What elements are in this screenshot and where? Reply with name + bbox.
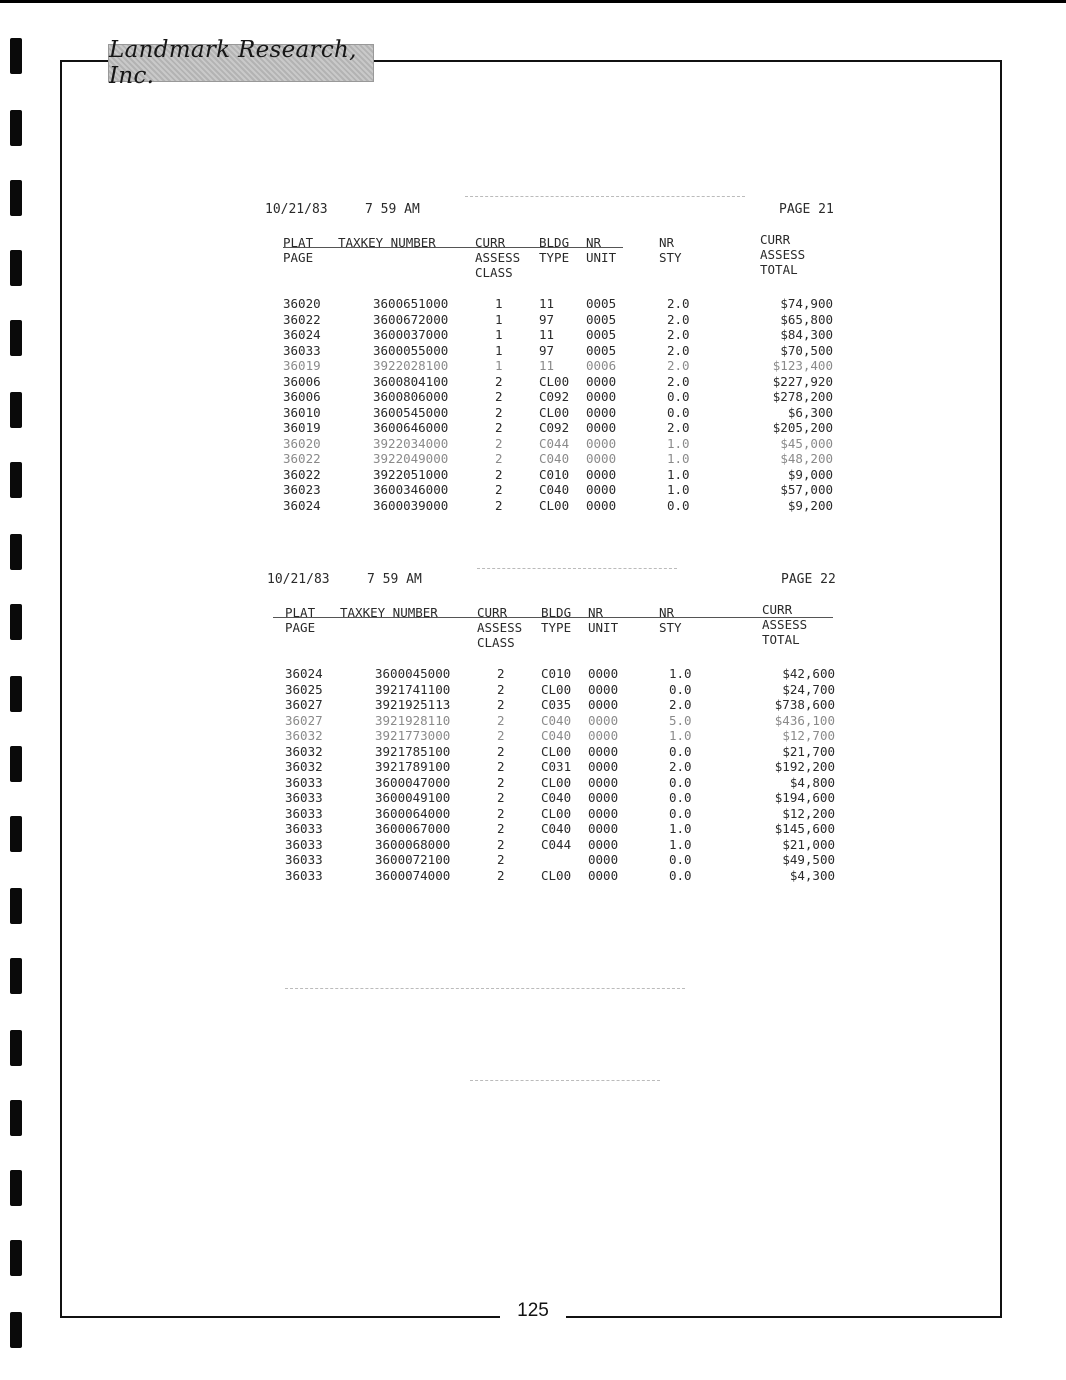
cell-unit: 0000 bbox=[588, 697, 619, 712]
cell-plat: 36032 bbox=[285, 728, 323, 743]
col-plat-page: PLAT PAGE bbox=[285, 605, 316, 635]
cell-cls: 1 bbox=[495, 311, 503, 327]
cell-unit: 0000 bbox=[586, 451, 617, 466]
cell-total: $192,200 bbox=[774, 759, 835, 774]
cell-sty: 1.0 bbox=[667, 466, 690, 482]
cell-bldg: CL00 bbox=[539, 497, 570, 513]
report-date: 10/21/83 bbox=[267, 572, 330, 587]
cell-plat: 36033 bbox=[285, 774, 323, 790]
cell-sty: 1.0 bbox=[667, 451, 690, 466]
binder-hole bbox=[10, 1312, 22, 1348]
perforation-line bbox=[477, 568, 677, 569]
binder-hole bbox=[10, 888, 22, 924]
cell-sty: 0.0 bbox=[669, 774, 692, 790]
cell-plat: 36033 bbox=[285, 852, 323, 867]
cell-total: $45,000 bbox=[780, 435, 833, 451]
cell-taxkey: 3600646000 bbox=[373, 420, 449, 435]
cell-bldg: C040 bbox=[539, 482, 570, 497]
cell-sty: 0.0 bbox=[667, 404, 690, 420]
cell-taxkey: 3600049100 bbox=[375, 790, 451, 805]
cell-taxkey: 3921741100 bbox=[375, 681, 451, 697]
cell-unit: 0000 bbox=[588, 867, 619, 883]
table-row bbox=[265, 374, 845, 390]
cell-total: $145,600 bbox=[774, 821, 835, 836]
table-row bbox=[267, 666, 847, 682]
cell-taxkey: 3600672000 bbox=[373, 311, 449, 327]
binder-hole bbox=[10, 110, 22, 146]
report-date: 10/21/83 bbox=[265, 202, 328, 217]
cell-plat: 36024 bbox=[285, 666, 323, 681]
cell-cls: 2 bbox=[497, 759, 505, 774]
cell-cls: 2 bbox=[497, 728, 505, 743]
cell-unit: 0000 bbox=[586, 466, 617, 482]
report-time: 7 59 AM bbox=[365, 202, 420, 217]
report-page-label: PAGE 22 bbox=[781, 572, 836, 587]
cell-bldg: CL00 bbox=[541, 743, 572, 759]
cell-plat: 36020 bbox=[283, 296, 321, 311]
cell-bldg: CL00 bbox=[539, 373, 570, 389]
cell-sty: 0.0 bbox=[667, 497, 690, 513]
cell-cls: 2 bbox=[497, 697, 505, 712]
cell-unit: 0005 bbox=[586, 327, 617, 342]
binder-hole bbox=[10, 746, 22, 782]
cell-sty: 1.0 bbox=[669, 821, 692, 836]
cell-unit: 0005 bbox=[586, 342, 617, 358]
cell-unit: 0006 bbox=[586, 358, 617, 373]
table-row bbox=[267, 744, 847, 760]
cell-unit: 0000 bbox=[586, 389, 617, 404]
report-page-21 bbox=[265, 202, 845, 522]
cell-cls: 2 bbox=[497, 790, 505, 805]
cell-plat: 36022 bbox=[283, 466, 321, 482]
cell-cls: 2 bbox=[497, 836, 505, 852]
col-plat-page: PLAT PAGE bbox=[283, 235, 314, 265]
header-underline bbox=[283, 247, 623, 248]
table-row bbox=[267, 697, 847, 713]
table-row bbox=[265, 436, 845, 452]
cell-cls: 2 bbox=[495, 435, 503, 451]
binder-hole bbox=[10, 604, 22, 640]
cell-unit: 0005 bbox=[586, 296, 617, 311]
table-row bbox=[267, 728, 847, 744]
cell-taxkey: 3921928110 bbox=[375, 712, 451, 728]
col-bldg-type: BLDG TYPE bbox=[541, 605, 572, 635]
cell-cls: 1 bbox=[495, 296, 503, 311]
cell-total: $21,000 bbox=[782, 836, 835, 852]
cell-plat: 36006 bbox=[283, 389, 321, 404]
cell-cls: 1 bbox=[495, 358, 503, 373]
binder-hole bbox=[10, 676, 22, 712]
cell-bldg: C044 bbox=[539, 435, 570, 451]
cell-unit: 0000 bbox=[588, 821, 619, 836]
cell-taxkey: 3600804100 bbox=[373, 373, 449, 389]
cell-taxkey: 3600651000 bbox=[373, 296, 449, 311]
cell-bldg: C010 bbox=[539, 466, 570, 482]
cell-sty: 2.0 bbox=[667, 420, 690, 435]
cell-total: $123,400 bbox=[772, 358, 833, 373]
table-row bbox=[265, 358, 845, 374]
cell-cls: 2 bbox=[495, 404, 503, 420]
cell-total: $84,300 bbox=[780, 327, 833, 342]
binder-hole bbox=[10, 1100, 22, 1136]
cell-unit: 0000 bbox=[588, 743, 619, 759]
cell-cls: 2 bbox=[497, 743, 505, 759]
cell-taxkey: 3922028100 bbox=[373, 358, 449, 373]
table-row bbox=[265, 451, 845, 467]
cell-total: $194,600 bbox=[774, 790, 835, 805]
binder-hole bbox=[10, 180, 22, 216]
table-row bbox=[265, 467, 845, 483]
header-underline bbox=[273, 617, 833, 618]
cell-bldg: C044 bbox=[541, 836, 572, 852]
scan-artifact-line bbox=[285, 988, 685, 989]
binder-holes bbox=[10, 0, 24, 1380]
report-page-22 bbox=[267, 572, 847, 892]
company-logo bbox=[108, 37, 374, 89]
cell-unit: 0000 bbox=[588, 712, 619, 728]
cell-sty: 0.0 bbox=[669, 743, 692, 759]
cell-sty: 0.0 bbox=[669, 805, 692, 821]
cell-sty: 0.0 bbox=[669, 852, 692, 867]
cell-bldg: C035 bbox=[541, 697, 572, 712]
cell-unit: 0000 bbox=[588, 790, 619, 805]
cell-bldg: C031 bbox=[541, 759, 572, 774]
cell-cls: 1 bbox=[495, 342, 503, 358]
cell-sty: 1.0 bbox=[669, 836, 692, 852]
cell-cls: 2 bbox=[497, 867, 505, 883]
table-row bbox=[267, 837, 847, 853]
cell-plat: 36006 bbox=[283, 373, 321, 389]
cell-plat: 36022 bbox=[283, 311, 321, 327]
cell-taxkey: 3600064000 bbox=[375, 805, 451, 821]
cell-cls: 1 bbox=[495, 327, 503, 342]
cell-bldg: CL00 bbox=[541, 681, 572, 697]
cell-taxkey: 3600072100 bbox=[375, 852, 451, 867]
table-row bbox=[265, 498, 845, 514]
report-page-label: PAGE 21 bbox=[779, 202, 834, 217]
binder-hole bbox=[10, 250, 22, 286]
cell-total: $24,700 bbox=[782, 681, 835, 697]
cell-bldg: C040 bbox=[541, 712, 572, 728]
cell-total: $436,100 bbox=[774, 712, 835, 728]
binder-hole bbox=[10, 958, 22, 994]
cell-unit: 0000 bbox=[588, 852, 619, 867]
col-nr-unit: NR UNIT bbox=[586, 235, 617, 265]
cell-taxkey: 3600039000 bbox=[373, 497, 449, 513]
table-row bbox=[265, 343, 845, 359]
table-row bbox=[265, 312, 845, 328]
binder-hole bbox=[10, 320, 22, 356]
cell-taxkey: 3922049000 bbox=[373, 451, 449, 466]
binder-hole bbox=[10, 392, 22, 428]
cell-plat: 36019 bbox=[283, 420, 321, 435]
cell-taxkey: 3922034000 bbox=[373, 435, 449, 451]
cell-plat: 36033 bbox=[283, 342, 321, 358]
col-taxkey-number: TAXKEY NUMBER bbox=[338, 235, 436, 250]
binder-hole bbox=[10, 1170, 22, 1206]
scan-top-edge bbox=[0, 0, 1066, 3]
cell-plat: 36024 bbox=[283, 497, 321, 513]
table-row bbox=[265, 327, 845, 343]
cell-sty: 2.0 bbox=[667, 311, 690, 327]
cell-cls: 2 bbox=[497, 774, 505, 790]
cell-bldg: C040 bbox=[541, 821, 572, 836]
cell-sty: 1.0 bbox=[669, 728, 692, 743]
cell-plat: 36022 bbox=[283, 451, 321, 466]
cell-total: $12,700 bbox=[782, 728, 835, 743]
table-row bbox=[267, 775, 847, 791]
table-row bbox=[267, 759, 847, 775]
cell-bldg: 11 bbox=[539, 296, 555, 311]
scan-artifact-line bbox=[470, 1080, 660, 1081]
cell-total: $65,800 bbox=[780, 311, 833, 327]
cell-unit: 0000 bbox=[588, 836, 619, 852]
cell-total: $12,200 bbox=[782, 805, 835, 821]
cell-taxkey: 3600806000 bbox=[373, 389, 449, 404]
cell-bldg: C092 bbox=[539, 389, 570, 404]
binder-hole bbox=[10, 462, 22, 498]
cell-total: $9,200 bbox=[787, 497, 833, 513]
cell-taxkey: 3600346000 bbox=[373, 482, 449, 497]
cell-plat: 36033 bbox=[285, 821, 323, 836]
binder-hole bbox=[10, 1240, 22, 1276]
cell-taxkey: 3600074000 bbox=[375, 867, 451, 883]
page-number-box bbox=[500, 1296, 566, 1326]
cell-plat: 36019 bbox=[283, 358, 321, 373]
table-row bbox=[267, 806, 847, 822]
cell-unit: 0000 bbox=[588, 759, 619, 774]
cell-plat: 36032 bbox=[285, 759, 323, 774]
cell-sty: 2.0 bbox=[669, 697, 692, 712]
cell-plat: 36033 bbox=[285, 790, 323, 805]
cell-taxkey: 3921925113 bbox=[375, 697, 451, 712]
col-nr-sty: NR STY bbox=[659, 605, 682, 635]
cell-bldg: C092 bbox=[539, 420, 570, 435]
binder-hole bbox=[10, 534, 22, 570]
col-taxkey-number: TAXKEY NUMBER bbox=[340, 605, 438, 620]
cell-unit: 0000 bbox=[588, 681, 619, 697]
cell-unit: 0000 bbox=[588, 666, 619, 681]
cell-unit: 0000 bbox=[586, 420, 617, 435]
cell-sty: 2.0 bbox=[667, 342, 690, 358]
col-nr-unit: NR UNIT bbox=[588, 605, 619, 635]
table-row bbox=[267, 790, 847, 806]
table-row bbox=[265, 482, 845, 498]
cell-unit: 0000 bbox=[588, 728, 619, 743]
perforation-line bbox=[465, 196, 745, 197]
cell-cls: 2 bbox=[495, 389, 503, 404]
cell-sty: 1.0 bbox=[669, 666, 692, 681]
col-nr-sty: NR STY bbox=[659, 235, 682, 265]
cell-unit: 0000 bbox=[586, 497, 617, 513]
cell-taxkey: 3600545000 bbox=[373, 404, 449, 420]
cell-sty: 1.0 bbox=[667, 435, 690, 451]
cell-bldg: CL00 bbox=[541, 805, 572, 821]
cell-plat: 36010 bbox=[283, 404, 321, 420]
cell-total: $6,300 bbox=[787, 404, 833, 420]
cell-bldg: 97 bbox=[539, 342, 555, 358]
table-row bbox=[267, 682, 847, 698]
table-row bbox=[267, 852, 847, 868]
cell-unit: 0000 bbox=[586, 482, 617, 497]
cell-taxkey: 3600067000 bbox=[375, 821, 451, 836]
cell-plat: 36027 bbox=[285, 697, 323, 712]
binder-hole bbox=[10, 1030, 22, 1066]
binder-hole bbox=[10, 38, 22, 74]
cell-bldg: 97 bbox=[539, 311, 555, 327]
cell-sty: 2.0 bbox=[667, 296, 690, 311]
cell-sty: 2.0 bbox=[667, 327, 690, 342]
cell-total: $70,500 bbox=[780, 342, 833, 358]
cell-sty: 5.0 bbox=[669, 712, 692, 728]
cell-bldg: C040 bbox=[541, 728, 572, 743]
cell-cls: 2 bbox=[497, 852, 505, 867]
table-row bbox=[267, 868, 847, 884]
cell-sty: 1.0 bbox=[667, 482, 690, 497]
cell-sty: 0.0 bbox=[667, 389, 690, 404]
cell-plat: 36023 bbox=[283, 482, 321, 497]
cell-bldg: C010 bbox=[541, 666, 572, 681]
cell-plat: 36020 bbox=[283, 435, 321, 451]
cell-taxkey: 3921789100 bbox=[375, 759, 451, 774]
table-row bbox=[265, 405, 845, 421]
cell-taxkey: 3922051000 bbox=[373, 466, 449, 482]
col-bldg-type: BLDG TYPE bbox=[539, 235, 570, 265]
cell-total: $42,600 bbox=[782, 666, 835, 681]
cell-unit: 0000 bbox=[588, 774, 619, 790]
cell-unit: 0005 bbox=[586, 311, 617, 327]
cell-bldg: 11 bbox=[539, 358, 555, 373]
table-row bbox=[267, 821, 847, 837]
cell-cls: 2 bbox=[495, 373, 503, 389]
cell-total: $74,900 bbox=[780, 296, 833, 311]
cell-cls: 2 bbox=[497, 821, 505, 836]
cell-cls: 2 bbox=[495, 420, 503, 435]
cell-cls: 2 bbox=[497, 805, 505, 821]
table-row bbox=[265, 420, 845, 436]
table-row bbox=[265, 389, 845, 405]
cell-bldg: CL00 bbox=[539, 404, 570, 420]
cell-unit: 0000 bbox=[586, 435, 617, 451]
cell-unit: 0000 bbox=[588, 805, 619, 821]
cell-unit: 0000 bbox=[586, 404, 617, 420]
cell-taxkey: 3921785100 bbox=[375, 743, 451, 759]
cell-cls: 2 bbox=[497, 666, 505, 681]
cell-taxkey: 3600055000 bbox=[373, 342, 449, 358]
cell-plat: 36024 bbox=[283, 327, 321, 342]
col-curr-assess-total: CURR ASSESS TOTAL bbox=[760, 232, 806, 277]
cell-taxkey: 3600047000 bbox=[375, 774, 451, 790]
table-row bbox=[265, 296, 845, 312]
col-curr-assess-total: CURR ASSESS TOTAL bbox=[762, 602, 808, 647]
cell-bldg: C040 bbox=[539, 451, 570, 466]
cell-plat: 36033 bbox=[285, 805, 323, 821]
cell-bldg: CL00 bbox=[541, 774, 572, 790]
col-curr-assess-class: CURR ASSESS CLASS bbox=[475, 235, 521, 280]
binder-hole bbox=[10, 816, 22, 852]
cell-total: $738,600 bbox=[774, 697, 835, 712]
cell-bldg: C040 bbox=[541, 790, 572, 805]
cell-bldg: CL00 bbox=[541, 867, 572, 883]
cell-total: $57,000 bbox=[780, 482, 833, 497]
cell-taxkey: 3600045000 bbox=[375, 666, 451, 681]
cell-total: $205,200 bbox=[772, 420, 833, 435]
cell-total: $21,700 bbox=[782, 743, 835, 759]
cell-cls: 2 bbox=[495, 482, 503, 497]
cell-plat: 36027 bbox=[285, 712, 323, 728]
cell-total: $4,800 bbox=[789, 774, 835, 790]
cell-total: $9,000 bbox=[787, 466, 833, 482]
cell-sty: 2.0 bbox=[669, 759, 692, 774]
cell-plat: 36033 bbox=[285, 867, 323, 883]
logo-text: Landmark Research, Inc. bbox=[109, 37, 357, 89]
table-row bbox=[267, 713, 847, 729]
cell-taxkey: 3600037000 bbox=[373, 327, 449, 342]
cell-sty: 0.0 bbox=[669, 867, 692, 883]
report-time: 7 59 AM bbox=[367, 572, 422, 587]
cell-cls: 2 bbox=[497, 681, 505, 697]
cell-total: $49,500 bbox=[782, 852, 835, 867]
cell-sty: 0.0 bbox=[669, 790, 692, 805]
col-curr-assess-class: CURR ASSESS CLASS bbox=[477, 605, 523, 650]
cell-plat: 36025 bbox=[285, 681, 323, 697]
cell-cls: 2 bbox=[495, 497, 503, 513]
cell-total: $278,200 bbox=[772, 389, 833, 404]
cell-plat: 36033 bbox=[285, 836, 323, 852]
cell-sty: 2.0 bbox=[667, 358, 690, 373]
cell-sty: 2.0 bbox=[667, 373, 690, 389]
cell-taxkey: 3600068000 bbox=[375, 836, 451, 852]
cell-total: $4,300 bbox=[789, 867, 835, 883]
cell-cls: 2 bbox=[495, 451, 503, 466]
cell-plat: 36032 bbox=[285, 743, 323, 759]
page-number: 125 bbox=[517, 1300, 549, 1321]
cell-cls: 2 bbox=[495, 466, 503, 482]
cell-total: $227,920 bbox=[772, 373, 833, 389]
cell-bldg: 11 bbox=[539, 327, 555, 342]
cell-total: $48,200 bbox=[780, 451, 833, 466]
cell-cls: 2 bbox=[497, 712, 505, 728]
cell-unit: 0000 bbox=[586, 373, 617, 389]
cell-taxkey: 3921773000 bbox=[375, 728, 451, 743]
cell-sty: 0.0 bbox=[669, 681, 692, 697]
